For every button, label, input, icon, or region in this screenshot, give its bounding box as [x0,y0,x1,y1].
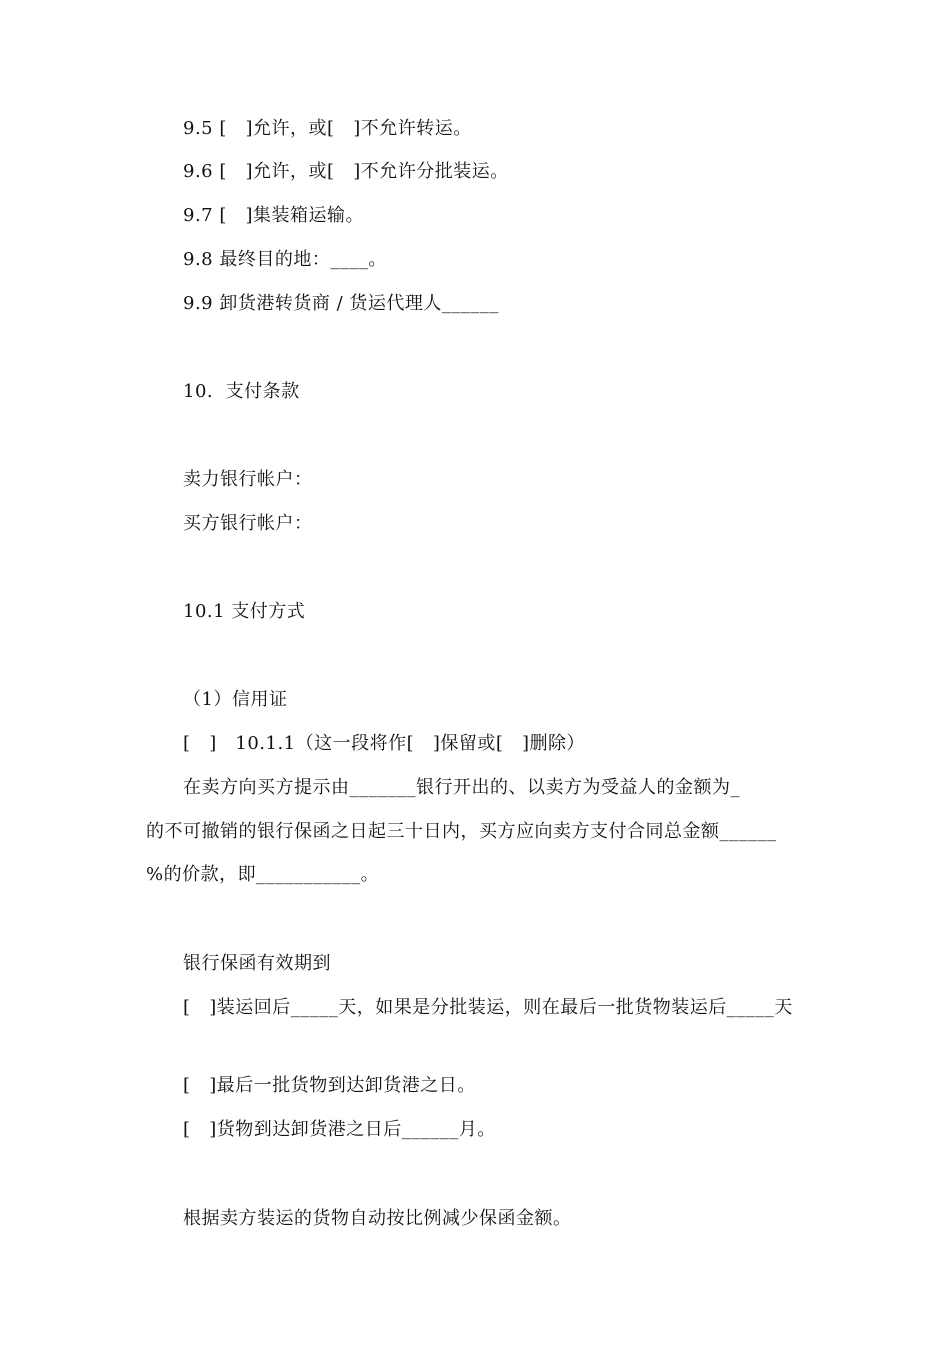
guarantee-paragraph-line-3: %的价款，即___________。 [146,864,380,885]
guarantee-reduction-note: 根据卖方装运的货物自动按比例减少保函金额。 [183,1208,572,1229]
clause-9-9: 9.9 卸货港转货商 / 货运代理人______ [183,293,499,314]
clause-9-5: 9.5 [ ]允许，或[ ]不允许转运。 [183,118,472,139]
validity-option-shipment: [ ]装运回后_____天，如果是分批装运，则在最后一批货物装运后_____天 [183,997,793,1018]
buyer-bank-account: 买方银行帐户： [183,513,313,534]
clause-10-1-heading: 10.1 支付方式 [183,601,306,622]
seller-bank-account: 卖力银行帐户： [183,469,313,490]
validity-option-months-after: [ ]货物到达卸货港之日后______月。 [183,1119,496,1140]
clause-9-8: 9.8 最终目的地：____。 [183,249,387,270]
guarantee-paragraph-line-2: 的不可撤销的银行保函之日起三十日内，买方应向卖方支付合同总金额______ [146,821,777,842]
validity-option-last-arrival: [ ]最后一批货物到达卸货港之日。 [183,1075,476,1096]
clause-9-6: 9.6 [ ]允许，或[ ]不允许分批装运。 [183,161,509,182]
section-10-heading: 10. 支付条款 [183,381,300,402]
guarantee-validity-heading: 银行保函有效期到 [183,953,331,974]
clause-10-1-1: [ ] 10.1.1（这一段将作[ ]保留或[ ]删除） [183,733,586,754]
letter-of-credit-heading: （1）信用证 [183,689,288,710]
clause-9-7: 9.7 [ ]集装箱运输。 [183,205,365,226]
guarantee-paragraph-line-1: 在卖方向买方提示由_______银行开出的、以卖方为受益人的金额为_ [183,777,740,798]
